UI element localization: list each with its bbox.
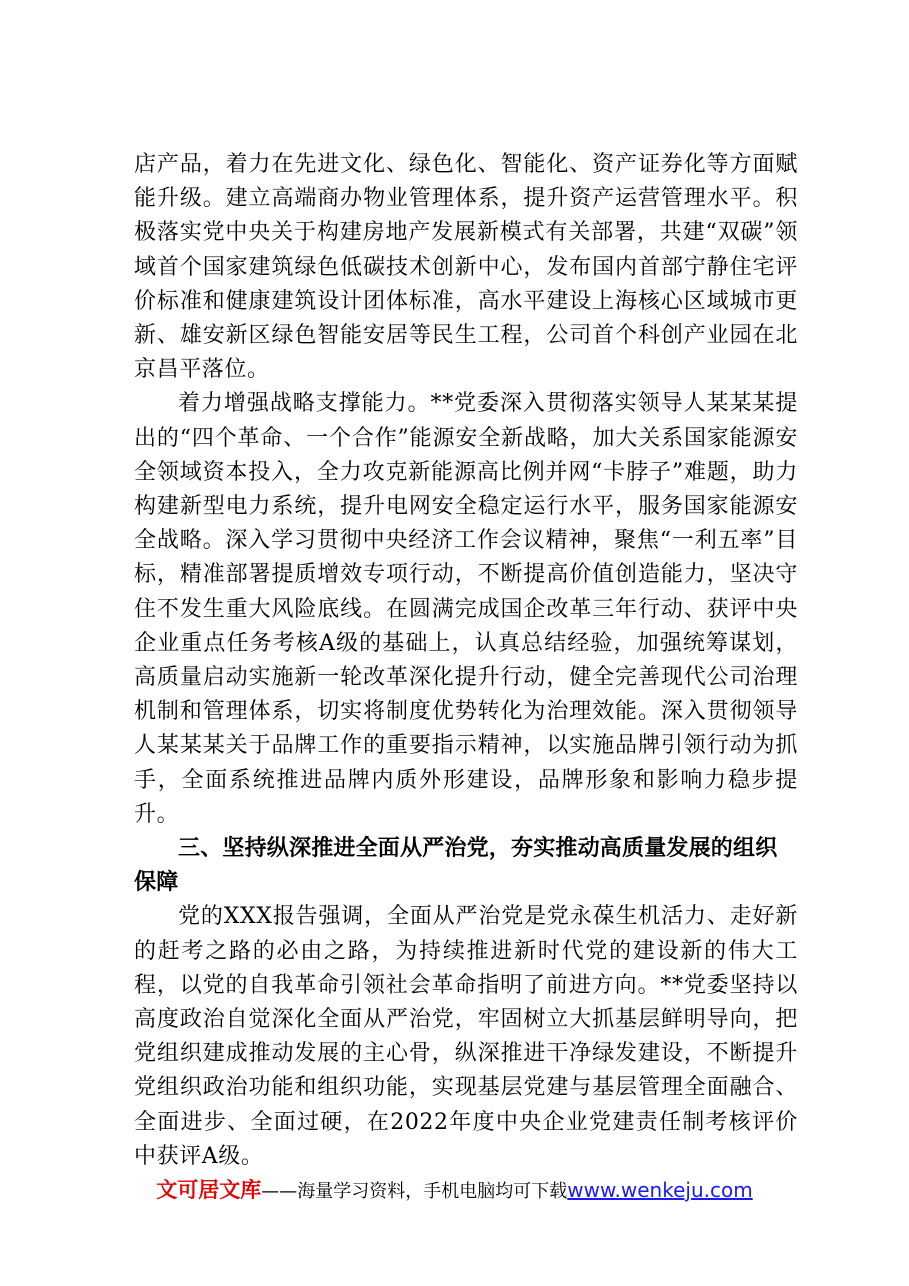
section-heading-three: 三、坚持纵深推进全面从严治党，夯实推动高质量发展的组织保障 [134, 836, 778, 896]
paragraph-party-building: 党的XXX报告强调，全面从严治党是党永葆生机活力、走好新的赶考之路的必由之路，为持续推进新时代党的建设新的伟大工程，以党的自我革命引领社会革命指明了前进方向。**党委坚持以高度政治自觉深化全面从严治党，牢固树立大抓基层鲜明导向，把党组织建成推动发展的主心骨，纵深推进干净绿发建设，不断提升党组织政治功能和组织功能，实现基层党建与基层管理全面融合、全面进步、全面过硬，在2022年度中央企业党建责任制考核评价中获评A级。 [134, 904, 798, 1169]
document-body [134, 148, 798, 1174]
footer-link[interactable]: www.wenkeju.com [567, 1178, 753, 1202]
footer-brand: 文可居文库 [156, 1178, 262, 1202]
footer-tagline: ——海量学习资料，手机电脑均可下载 [261, 1181, 568, 1202]
paragraph-strategic-support: 着力增强战略支撑能力。**党委深入贯彻落实领导人某某某提出的“四个革命、一个合作”能源安全新战略，加大关系国家能源安全领域资本投入，全力攻克新能源高比例并网“卡脖子”难题，助力构建新型电力系统，提升电网安全稳定运行水平，服务国家能源安全战略。深入学习贯彻中央经济工作会议精神，聚焦“一利五率”目标，精准部署提质增效专项行动，不断提高价值创造能力，坚决守住不发生重大风险底线。在圆满完成国企改革三年行动、获评中央企业重点任务考核A级的基础上，认真总结经验，加强统筹谋划，高质量启动实施新一轮改革深化提升行动，健全完善现代公司治理机制和管理体系，切实将制度优势转化为治理效能。深入贯彻领导人某某某关于品牌工作的重要指示精神，以实施品牌引领行动为抓手，全面系统推进品牌内质外形建设，品牌形象和影响力稳步提升。 [134, 391, 798, 827]
paragraph-continued: 店产品，着力在先进文化、绿色化、智能化、资产证券化等方面赋能升级。建立高端商办物业管理体系，提升资产运营管理水平。积极落实党中央关于构建房地产发展新模式有关部署，共建“双碳”领域首个国家建筑绿色低碳技术创新中心，发布国内首部宁静住宅评价标准和健康建筑设计团体标准，高水平建设上海核心区域城市更新、雄安新区绿色智能安居等民生工程，公司首个科创产业园在北京昌平落位。 [134, 152, 798, 383]
footer-banner [0, 1174, 909, 1204]
